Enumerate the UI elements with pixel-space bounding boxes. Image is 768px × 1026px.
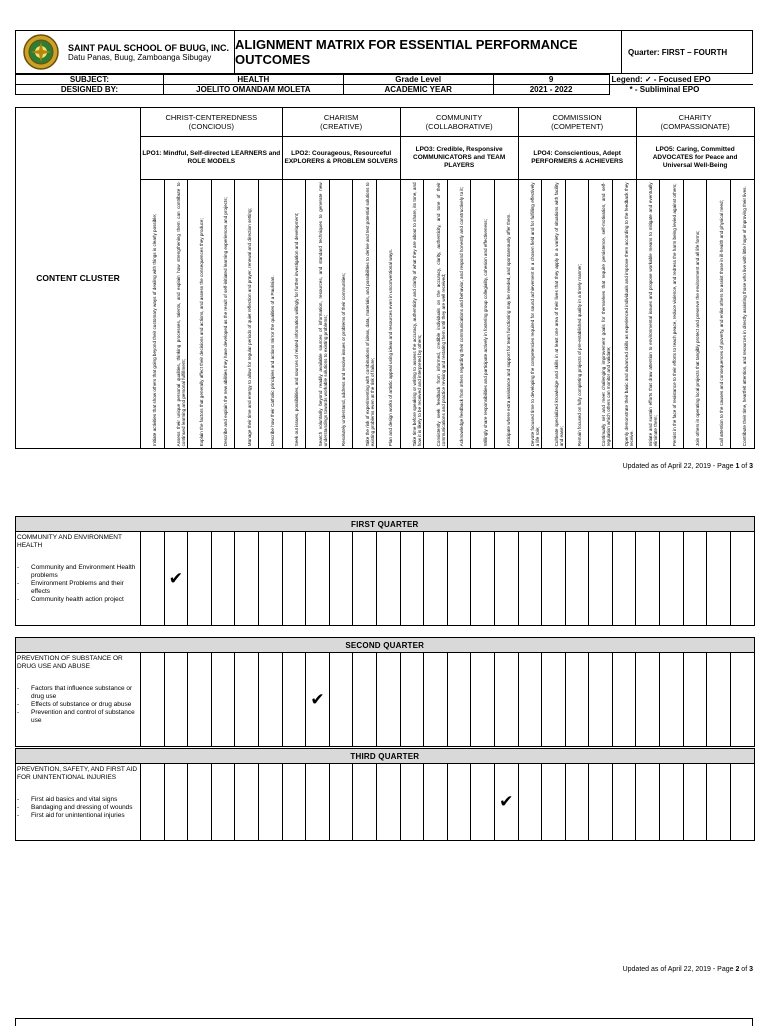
alignment-cell [353,653,377,747]
epo-cell [495,180,519,449]
alignment-cell [447,532,471,626]
alignment-cell [683,532,707,626]
alignment-cell [141,532,165,626]
alignment-cell [518,653,542,747]
alignment-cell [518,764,542,841]
topic-title: PREVENTION OF SUBSTANCE OR DRUG USE AND ABUSE [17,655,123,670]
alignment-cell [589,532,613,626]
alignment-cell [494,653,518,747]
epo-text: Manage their time and energy to allow for regular periods of quiet reflection and prayer, renewal and direction setting; [246,208,252,446]
topic-title: COMMUNITY AND ENVIRONMENT HEALTH [17,534,122,549]
info-row-designer [16,85,754,95]
second-quarter-table [15,637,755,747]
subject-value: HEALTH [163,75,343,85]
alignment-cell [447,653,471,747]
alignment-cell [636,653,660,747]
core-value-4 [636,108,754,137]
epo-text: Take the risk of experimenting with combinations of ideas, data, materials, and possibilities to derive and test potential solutions to existing problems even at the risk of failure; [364,182,375,446]
alignment-cell [565,532,589,626]
epo-cell [188,180,212,449]
focused-epo-check [494,764,518,841]
check-icon: ✔ [168,568,184,588]
grade-value: 9 [493,75,609,85]
alignment-cell [188,532,212,626]
quarter-heading: SECOND QUARTER [16,638,755,653]
content-topic [16,653,141,747]
core-value-trait: (CONCIOUS) [188,122,235,131]
epo-cell [542,180,566,449]
alignment-cell [141,764,165,841]
epo-text: Anticipate where extra assistance and support for team functioning may be needed, and spontaneously offer them. [506,213,512,446]
epo-text: Explain the factors that generally affect their decisions and actions, and assess the consequences they produce; [199,218,205,446]
alignment-cell [447,764,471,841]
epo-cell [447,180,471,449]
page-footer-2: Updated as of April 22, 2019 - Page 2 of 3 [622,966,753,973]
alignment-cell [306,532,330,626]
document-title: ALIGNMENT MATRIX FOR ESSENTIAL PERFORMANCE OUTCOMES [235,31,622,73]
lpo-2: LPO3: Credible, Responsive COMMUNICATORS and TEAM PLAYERS [400,137,518,180]
alignment-cell [235,653,259,747]
core-value-trait: (COMPETENT) [551,122,604,131]
alignment-cell [188,764,212,841]
epo-text: Describe how their Catholic principles and actions mirror the qualities of a Paulinian. [270,275,276,446]
check-icon: ✔ [499,792,514,811]
table-row [16,764,755,841]
alignment-cell [400,532,424,626]
alignment-cell [660,653,684,747]
epo-text: Take time before speaking or writing to assess the accuracy, authenticity and clarity of what they are about to share, its tone, and how it is likely to be received and interpreted by others; [411,182,423,446]
epo-cell [636,180,660,449]
alignment-cell [542,653,566,747]
alignment-cell [329,653,353,747]
epo-text: Seek out issues, possibilities, and sources of related information willingly for further investigation and development; [293,212,299,446]
alignment-cell [282,532,306,626]
epo-cell [377,180,401,449]
alignment-matrix [15,107,755,449]
document-header [15,30,753,74]
alignment-cell [258,653,282,747]
core-value-name: COMMISSION [552,113,602,122]
page-footer-1: Updated as of April 22, 2019 - Page 1 of 3 [622,463,753,470]
epo-text: Remain focused on fully completing projects of pre-established quality in a timely manner; [577,263,583,446]
epo-cell [683,180,707,449]
core-value-2 [400,108,518,137]
quarter-range: Quarter: FIRST – FOURTH [628,47,728,57]
epo-cell [282,180,306,449]
core-values-row [16,108,755,137]
alignment-cell [494,532,518,626]
year-value: 2021 - 2022 [493,85,609,95]
quarter-heading: FIRST QUARTER [16,517,755,532]
alignment-cell [258,764,282,841]
alignment-cell [471,764,495,841]
epo-text: Devote focused time to developing the competencies required for sound achievement in a chosen field and for fulfilling effectively a life role; [529,182,541,446]
epo-text: Consistently seek feedback from informed, credible individuals on the accuracy, clarity, authenticity, and tone of their communications and practice revising and restating them until they are well received; [435,182,446,446]
epo-cell [424,180,448,449]
epo-cell [164,180,188,449]
alignment-cell [211,764,235,841]
table-row [16,653,755,747]
list-item: - First aid for unintentional injuries [17,812,139,820]
epo-text: Willingly share responsibilities and participate actively in fostering group collegiality, cohesion and effectiveness; [482,218,488,446]
epo-cell [329,180,353,449]
epo-text: Plan and design works of artistic appeal using ideas and resources even in unconventional ways. [388,248,394,446]
check-icon: ✔ [310,689,325,709]
info-row-subject [16,75,754,85]
list-item: - First aid basics and vital signs [17,796,139,804]
info-table [15,74,753,95]
alignment-cell [258,532,282,626]
epo-cell [258,180,282,449]
alignment-cell [376,764,400,841]
epo-cell [707,180,731,449]
next-page-border [15,1018,753,1026]
alignment-cell [612,532,636,626]
subject-label: SUBJECT: [16,75,164,85]
alignment-cell [518,532,542,626]
alignment-cell [683,653,707,747]
alignment-cell [565,653,589,747]
alignment-cell [141,653,165,747]
alignment-cell [424,764,448,841]
epo-cell [731,180,755,449]
alignment-cell [730,764,754,841]
alignment-cell [188,653,212,747]
epo-text: Continually set and meet challenging improvement goals for themselves that require persistence, self-motivation, and self-regulation which others can monitor and validate; [600,182,611,446]
list-item: - Community health action project [17,596,139,604]
quarter-heading: THIRD QUARTER [16,749,755,764]
alignment-cell [282,653,306,747]
epo-cell [471,180,495,449]
alignment-cell [424,532,448,626]
topic-title: PREVENTION, SAFETY, AND FIRST AID FOR UNINTENTIONAL INJURIES [17,766,138,781]
first-quarter-table [15,516,755,626]
alignment-cell [636,764,660,841]
designer-value: JOELITO OMANDAM MOLETA [163,85,343,95]
alignment-cell [282,764,306,841]
alignment-cell [471,532,495,626]
alignment-cell [542,764,566,841]
school-seal [16,31,66,73]
core-value-trait: (COMPASSIONATE) [660,122,730,131]
alignment-cell [707,532,731,626]
school-name: SAINT PAUL SCHOOL OF BUUG, INC. [68,42,230,53]
core-value-1 [282,108,400,137]
alignment-cell [306,764,330,841]
alignment-cell [353,532,377,626]
epo-text: Initiate and sustain efforts that draw attention to environmental issues and propose workable means to mitigate and eventually eliminate them; [647,182,659,446]
epo-text: Search voluntarily beyond readily available sources of information, resources, and standard techniques to generate new understandings towards workable solutions to existing problems; [317,182,328,446]
epo-cell [211,180,235,449]
epo-cell [141,180,165,449]
alignment-cell [589,764,613,841]
list-item: - Community and Environment Health problems [17,564,139,580]
alignment-cell [329,764,353,841]
epo-cell [353,180,377,449]
core-value-name: CHRIST-CENTEREDNESS [165,113,258,122]
table-row [16,532,755,626]
year-label: ACADEMIC YEAR [343,85,493,95]
epo-text: Call attention to the causes and consequences of poverty, and enlist others to assist those in ill-health and physical need; [718,199,724,446]
alignment-cell [235,532,259,626]
alignment-cell [707,764,731,841]
core-value-trait: (CREATIVE) [320,122,363,131]
epo-cell [613,180,637,449]
epo-text: Initiate activities that show others that going beyond their customary ways of dealing with things is clearly possible; [152,213,158,446]
third-quarter-table [15,748,755,841]
core-value-name: CHARITY [678,113,712,122]
content-topic [16,532,141,626]
epo-cell [660,180,684,449]
epo-cell [306,180,330,449]
epo-text: Cultivate specialized knowledge and skills in at least one area of their lives that they apply in a variety of situations with facility and ease; [553,182,564,446]
school-info [66,31,235,73]
alignment-cell [636,532,660,626]
alignment-cell [589,653,613,747]
focused-epo-check [306,653,330,747]
alignment-cell [660,764,684,841]
alignment-cell [400,653,424,747]
list-item: - Effects of substance or drug abuse [17,701,139,709]
epo-text: Contribute their time, heartfelt attention, and resources in directly assisting those who live with little hope of improving their lives. [742,186,748,446]
content-topic [16,764,141,841]
epo-cell [235,180,259,449]
legend-focused: Legend: ✓ - Focused EPO [609,75,753,85]
alignment-cell [730,532,754,626]
epo-text: Describe and explain the new abilities they have developed as the result of self-initiated learning experiences and projects; [223,197,229,446]
list-item: - Environment Problems and their effects [17,580,139,596]
alignment-cell [683,764,707,841]
core-value-trait: (COLLABORATIVE) [425,122,493,131]
epo-cell [565,180,589,449]
list-item: - Bandaging and dressing of wounds [17,804,139,812]
alignment-cell [211,532,235,626]
legend-subliminal: * - Subliminal EPO [609,85,753,95]
grade-label: Grade Level [343,75,493,85]
lpo-4: LPO5: Caring, Committed ADVOCATES for Peace and Universal Well-Being [636,137,754,180]
alignment-cell [376,532,400,626]
epo-cell [518,180,542,449]
alignment-cell [660,532,684,626]
epo-text: Persist in the face of resistance to their efforts to teach peace, reduce violence, and redress the harm being levied against others; [671,183,677,446]
alignment-cell [612,764,636,841]
alignment-cell [164,764,188,841]
alignment-cell [471,653,495,747]
alignment-cell [730,653,754,747]
epo-cell [400,180,424,449]
designed-label: DESIGNED BY: [16,85,164,95]
alignment-cell [400,764,424,841]
epo-cell [589,180,613,449]
epo-text: Assess their unique personal qualities, thinking processes, talents, and explain how strengthening them can contribute to continued learning and personal fulfillment; [175,182,187,446]
content-cluster-header: CONTENT CLUSTER [16,108,141,449]
alignment-cell [353,764,377,841]
alignment-cell [707,653,731,747]
alignment-cell [211,653,235,747]
list-item: - Prevention and control of substance use [17,709,139,725]
core-value-name: COMMUNITY [436,113,483,122]
epo-text: Resolutely understand, address and resolve issues or problems of their communities; [341,272,347,446]
alignment-cell [565,764,589,841]
alignment-cell [542,532,566,626]
epo-text: Acknowledge feedback from others regarding their communications and behavior, and respond honestly and constructively to it; [459,186,465,446]
epo-text: Join others in operating local projects that tangibly protect and preserve the environment and all life forms; [695,230,701,446]
lpo-0: LPO1: Mindful, Self-directed LEARNERS and ROLE MODELS [141,137,283,180]
lpo-1: LPO2: Courageous, Resourceful EXPLORERS & PROBLEM SOLVERS [282,137,400,180]
list-item: - Factors that influence substance or drug use [17,685,139,701]
school-address: Datu Panas, Buug, Zamboanga Sibugay [68,52,212,62]
school-seal-icon [22,33,60,71]
epo-text: Openly demonstrate their basic and advanced skills as experienced individuals and improve them according to the feedback they receive. [624,182,635,446]
core-value-name: CHARISM [323,113,359,122]
core-value-0 [141,108,283,137]
alignment-cell [424,653,448,747]
alignment-cell [164,653,188,747]
lpo-3: LPO4: Conscientious, Adept PERFORMERS & ACHIEVERS [518,137,636,180]
core-value-3 [518,108,636,137]
alignment-cell [376,653,400,747]
focused-epo-check [164,532,188,626]
alignment-cell [612,653,636,747]
alignment-cell [235,764,259,841]
alignment-cell [329,532,353,626]
